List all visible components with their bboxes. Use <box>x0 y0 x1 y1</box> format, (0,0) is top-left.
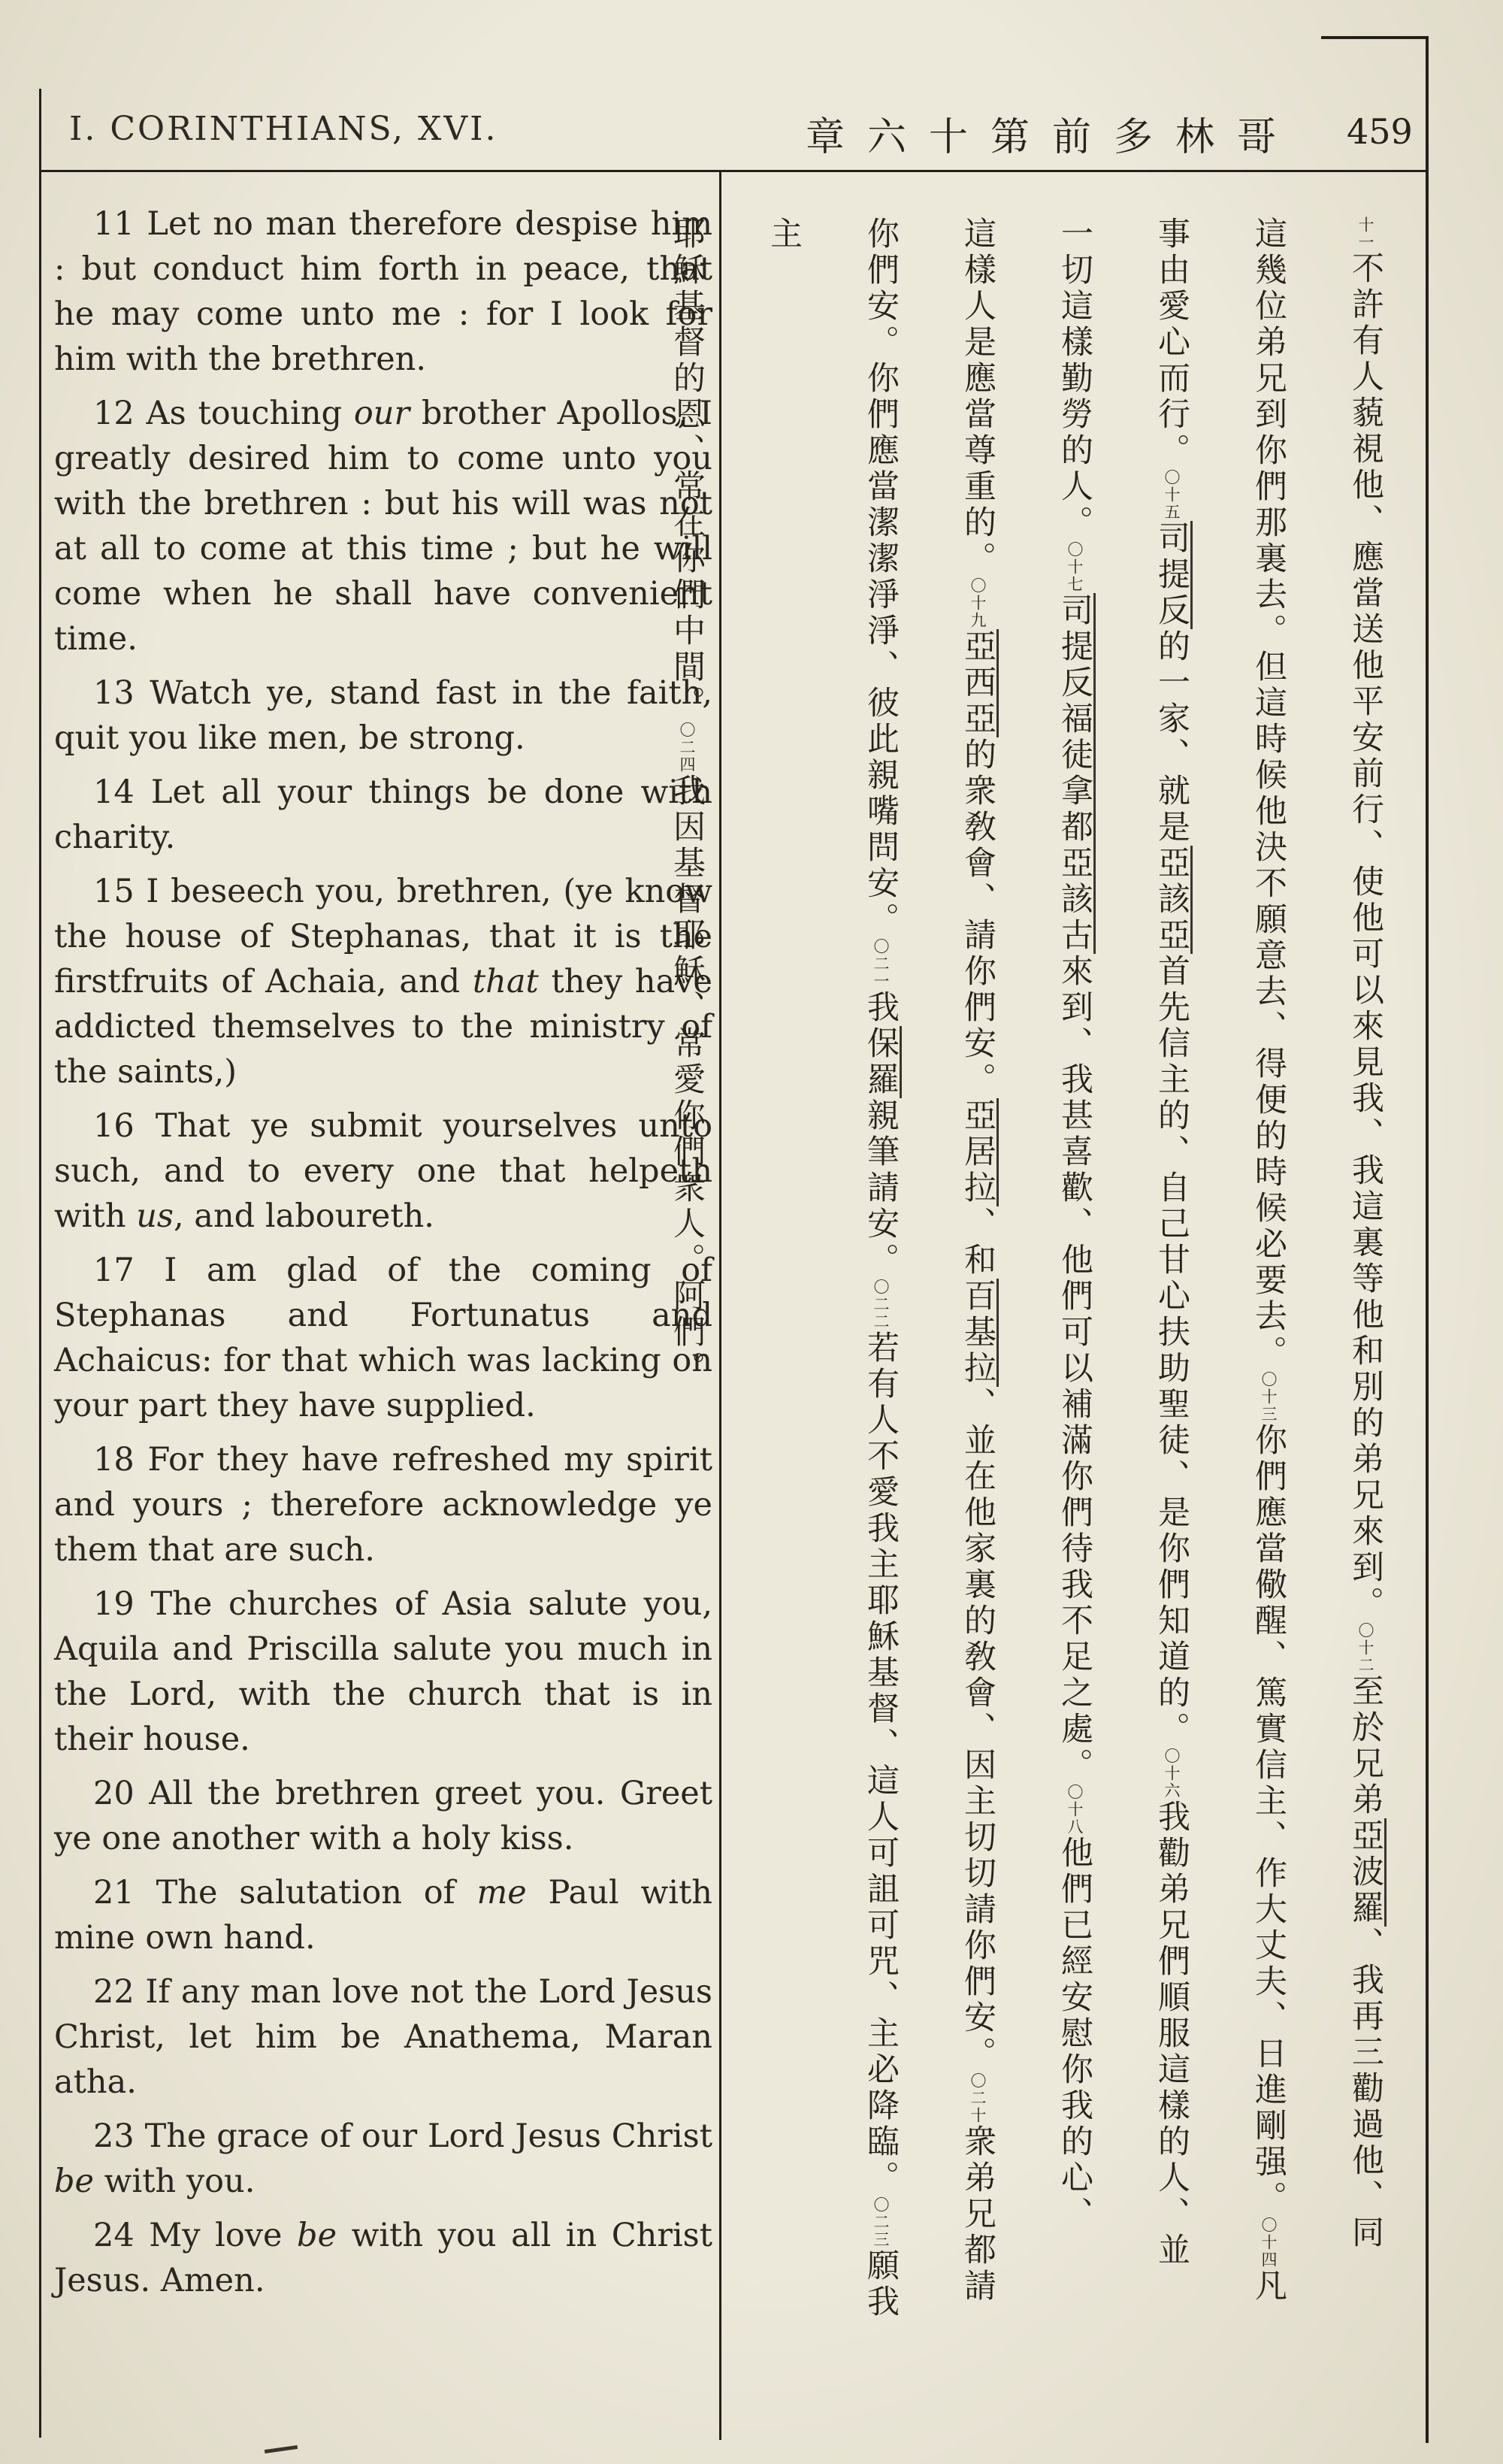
chinese-text: 的衆敎會、請你們安。 <box>959 737 996 1098</box>
verse-number-mark: 〇二二 <box>872 1279 890 1330</box>
chinese-column <box>1026 216 1123 2351</box>
verse-paragraph <box>54 1103 712 1239</box>
verse-text: 20 All the brethren greet you. Greet ye one another with a holy kiss. <box>54 1775 712 1857</box>
chinese-text: 的一家、就是 <box>1153 629 1190 846</box>
chinese-column <box>1220 216 1317 2351</box>
verse-text: 15 I beseech you, brethren, (ye know the house of Stephanas, that it is the firstfruits of Achaia, and <box>54 873 712 1000</box>
chinese-text: 這樣人是應當尊重的。 <box>959 216 996 577</box>
verse-italic-text: be <box>54 2163 94 2200</box>
chinese-text: 他們已經安慰你我的心、 <box>1056 1836 1093 2232</box>
chinese-text: 至於兄弟 <box>1347 1674 1384 1818</box>
verse-italic-text: me <box>476 1874 527 1912</box>
verse-text: , and laboureth. <box>173 1197 434 1235</box>
left-border-rule <box>39 89 41 2438</box>
verse-number-mark: 〇十三 <box>1260 1371 1278 1423</box>
chinese-text: 你們應當儆醒、篤實信主、作大丈夫、日進剛强。 <box>1250 1423 1287 2217</box>
verse-text: 24 My love <box>93 2217 298 2254</box>
verse-paragraph <box>54 1437 712 1573</box>
top-right-rule <box>1321 36 1429 39</box>
chinese-text: 、和 <box>959 1206 996 1279</box>
verse-italic-text: be <box>297 2217 337 2254</box>
chinese-text: 、並在他家裏的敎會、因主切切請你們安。 <box>959 1387 996 2072</box>
proper-name-text: 百基拉 <box>959 1279 999 1387</box>
chinese-text: 我 <box>862 990 900 1026</box>
chinese-text: 我勸弟兄們順服這樣的人、並 <box>1153 1800 1190 2269</box>
header-underline-rule <box>39 170 1429 172</box>
proper-name-text: 司提反 <box>1153 521 1193 629</box>
verse-number-mark: 〇二四 <box>678 722 696 773</box>
verse-text: Paul with mine own hand. <box>54 1874 712 1957</box>
verse-text: they have addicted themselves to the ministry of the saints,) <box>54 963 712 1091</box>
right-border-rule <box>1426 38 1429 2443</box>
chinese-column <box>1123 216 1220 2351</box>
chinese-text: 耶穌基督的恩、常在你們中間。 <box>668 216 706 722</box>
verse-text: 14 Let all your things be done with charity. <box>54 773 712 856</box>
proper-name-text: 亞該古 <box>1056 846 1096 954</box>
verse-number-mark: 〇十五 <box>1163 469 1181 521</box>
chinese-columns <box>668 216 1414 2351</box>
verse-text: 17 I am glad of the coming of Stephanas and Fortunatus and Achaicus: for that which was lacking on your part they have supplied. <box>54 1252 712 1424</box>
header-title-english: I. CORINTHIANS, XVI. <box>69 110 498 148</box>
header-title-chinese: 章六十第前多林哥 <box>806 115 1299 160</box>
verse-paragraph <box>54 869 712 1094</box>
verse-italic-text: that <box>472 963 539 1000</box>
chinese-text: 一切這樣勤勞的人。 <box>1056 216 1093 541</box>
proper-name-text: 亞該亞 <box>1153 846 1193 954</box>
verse-text: with you. <box>93 2163 256 2200</box>
english-verses <box>54 201 712 2312</box>
chinese-column <box>735 216 929 2351</box>
proper-name-text: 亞波羅 <box>1347 1818 1387 1927</box>
verse-paragraph <box>54 201 712 382</box>
chinese-column <box>929 216 1026 2351</box>
verse-number-mark: 〇十二 <box>1356 1622 1374 1674</box>
verse-text: 11 Let no man therefore despise him : but conduct him forth in peace, that he may come unto me : for I look for him with the brethren. <box>54 205 712 378</box>
verse-text: 21 The salutation of <box>93 1874 477 1912</box>
page-number: 459 <box>1347 111 1413 152</box>
verse-number-mark: 〇十八 <box>1066 1784 1084 1836</box>
chinese-text: 首先信主的、自己甘心扶助聖徒、是你們知道的。 <box>1153 954 1190 1748</box>
proper-name-text: 保羅 <box>862 1026 902 1098</box>
verse-paragraph <box>54 1771 712 1861</box>
verse-paragraph <box>54 1582 712 1762</box>
verse-paragraph <box>54 391 712 661</box>
verse-number-mark: 〇二十 <box>969 2072 987 2124</box>
chinese-column <box>1317 216 1414 2351</box>
verse-text: brother Apollos, I greatly desired him to come unto you with the brethren : but his will was not at all to come at this time ; but he will come when he shall have convenient time. <box>54 395 712 658</box>
verse-paragraph <box>54 2213 712 2303</box>
proper-name-text: 司提反 <box>1056 593 1096 701</box>
proper-name-text: 亞居拉 <box>959 1098 999 1206</box>
chinese-text: 若有人不愛我主耶穌基督、這人可詛可咒、主必降臨。 <box>862 1330 900 2196</box>
verse-number-mark: 十一 <box>1356 216 1374 251</box>
chinese-text: 我因基督耶穌、常愛你們衆人。阿們。 <box>668 773 706 1387</box>
verse-text: 16 That ye submit yourselves unto such, and to every one that helpeth with <box>54 1107 712 1235</box>
scan-artifact-dash <box>265 2445 298 2453</box>
verse-number-mark: 〇二三 <box>872 2196 890 2248</box>
chinese-column <box>638 216 735 2351</box>
verse-italic-text: our <box>353 395 410 432</box>
verse-italic-text: us <box>136 1197 174 1235</box>
chinese-text: 、我再三勸過他、同 <box>1347 1927 1384 2251</box>
chinese-text: 這幾位弟兄到你們那裏去。但這時候他決不願意去、得便的時候必要去。 <box>1250 216 1287 1371</box>
chinese-text: 願我主 <box>765 216 900 2320</box>
verse-text: 18 For they have refreshed my spirit and yours ; therefore acknowledge ye them that are such. <box>54 1441 712 1569</box>
chinese-text: 來到、我甚喜歡、他們可以補滿你們待我不足之處。 <box>1056 954 1093 1784</box>
chinese-text: 衆弟兄都請 <box>959 2124 996 2305</box>
verse-number-mark: 〇十七 <box>1066 541 1084 593</box>
verse-paragraph <box>54 770 712 860</box>
chinese-text: 不許有人藐視他、應當送他平安前行、使他可以來見我、我這裏等他和別的弟兄來到。 <box>1347 251 1384 1622</box>
verse-text: 19 The churches of Asia salute you, Aquila and Priscilla salute you much in the Lord, with the church that is in their house. <box>54 1585 712 1758</box>
verse-paragraph <box>54 2114 712 2204</box>
verse-paragraph <box>54 670 712 761</box>
verse-paragraph <box>54 1248 712 1428</box>
proper-name-text: 亞西亞 <box>959 629 999 737</box>
verse-number-mark: 〇二一 <box>872 938 890 990</box>
chinese-text: 你們安。你們應當潔潔淨淨、彼此親嘴問安。 <box>862 216 900 938</box>
verse-text: 13 Watch ye, stand fast in the faith, quit you like men, be strong. <box>54 674 712 757</box>
chinese-text: 親筆請安。 <box>862 1098 900 1279</box>
verse-text: 12 As touching <box>93 395 354 432</box>
verse-text: 23 The grace of our Lord Jesus Christ <box>93 2117 712 2155</box>
verse-text: with you all in Christ Jesus. Amen. <box>54 2217 712 2299</box>
verse-number-mark: 〇十六 <box>1163 1748 1181 1800</box>
proper-name-text: 福徒拿都 <box>1056 701 1096 846</box>
verse-number-mark: 〇十九 <box>969 577 987 629</box>
verse-paragraph <box>54 1969 712 2105</box>
verse-number-mark: 〇十四 <box>1260 2217 1278 2269</box>
verse-text: 22 If any man love not the Lord Jesus Christ, let him be Anathema, Maran atha. <box>54 1973 712 2101</box>
verse-paragraph <box>54 1870 712 1960</box>
chinese-text: 凡 <box>1250 2269 1287 2305</box>
chinese-text: 事由愛心而行。 <box>1153 216 1190 469</box>
